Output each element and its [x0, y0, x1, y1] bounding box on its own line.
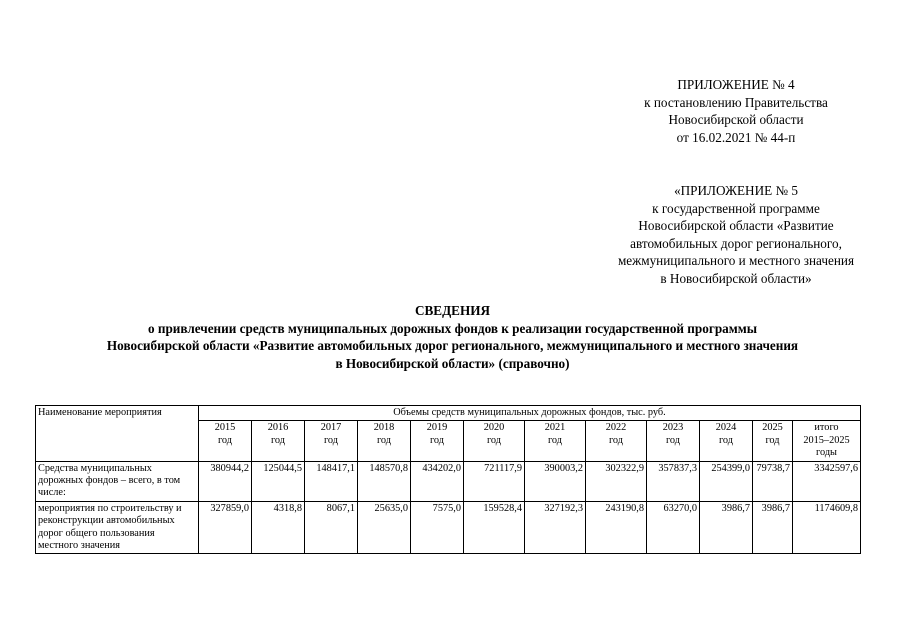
total-header-cell: итого 2015–2025 годы: [793, 421, 861, 461]
row-name-cell: Средства муниципальных дорожных фондов – всего, в том числе:: [36, 461, 199, 501]
row-name-cell: мероприятия по строительству и реконструкции автомобильных дорог общего пользования местного значения: [36, 501, 199, 554]
year-header-cell: 2017 год: [305, 421, 358, 461]
year-header-cell: 2018 год: [358, 421, 411, 461]
value-cell: 3986,7: [753, 501, 793, 554]
value-cell: 243190,8: [586, 501, 647, 554]
year-header-cell: 2024 год: [700, 421, 753, 461]
year-header-cell: 2022 год: [586, 421, 647, 461]
value-cell: 254399,0: [700, 461, 753, 501]
value-cell: 721117,9: [464, 461, 525, 501]
value-cell: 159528,4: [464, 501, 525, 554]
value-cell: 327859,0: [199, 501, 252, 554]
year-header-cell: 2015 год: [199, 421, 252, 461]
value-cell: 63270,0: [647, 501, 700, 554]
total-value-cell: 3342597,6: [793, 461, 861, 501]
header-group-cell: Объемы средств муниципальных дорожных фондов, тыс. руб.: [199, 406, 861, 421]
appendix-5-line: к государственной программе: [652, 200, 820, 216]
value-cell: 25635,0: [358, 501, 411, 554]
funds-table: [35, 405, 861, 554]
value-cell: 8067,1: [305, 501, 358, 554]
document-title: [40, 302, 865, 372]
title-line: в Новосибирской области» (справочно): [335, 355, 570, 371]
appendix-4-line: от 16.02.2021 № 44-п: [676, 129, 796, 145]
value-cell: 302322,9: [586, 461, 647, 501]
appendix-5-line: автомобильных дорог регионального,: [630, 235, 842, 251]
appendix-5-line: межмуниципального и местного значения: [617, 253, 855, 269]
appendix-5-line: «ПРИЛОЖЕНИЕ № 5: [674, 183, 798, 198]
value-cell: 4318,8: [252, 501, 305, 554]
title-line: о привлечении средств муниципальных дорожных фондов к реализации государственной программы: [147, 320, 758, 336]
table-header-row: [36, 406, 861, 421]
value-cell: 3986,7: [700, 501, 753, 554]
table-row: [36, 461, 861, 501]
appendix-4-block: [598, 76, 874, 146]
value-cell: 434202,0: [411, 461, 464, 501]
value-cell: 148417,1: [305, 461, 358, 501]
value-cell: 148570,8: [358, 461, 411, 501]
appendix-4-line: ПРИЛОЖЕНИЕ № 4: [677, 77, 795, 92]
value-cell: 327192,3: [525, 501, 586, 554]
total-value-cell: 1174609,8: [793, 501, 861, 554]
value-cell: 357837,3: [647, 461, 700, 501]
year-header-cell: 2016 год: [252, 421, 305, 461]
title-heading: СВЕДЕНИЯ: [414, 303, 491, 318]
value-cell: 79738,7: [753, 461, 793, 501]
appendix-4-line: Новосибирской области: [668, 112, 804, 128]
value-cell: 7575,0: [411, 501, 464, 554]
value-cell: 390003,2: [525, 461, 586, 501]
table-row: [36, 501, 861, 554]
title-line: Новосибирской области «Развитие автомобильных дорог регионального, межмуниципального и местного значения: [106, 338, 799, 354]
year-header-cell: 2020 год: [464, 421, 525, 461]
appendix-5-line: в Новосибирской области»: [660, 270, 812, 286]
appendix-5-block: [572, 182, 900, 288]
header-name-cell: Наименование мероприятия: [36, 406, 199, 462]
appendix-4-line: к постановлению Правительства: [644, 94, 828, 110]
year-header-cell: 2021 год: [525, 421, 586, 461]
value-cell: 380944,2: [199, 461, 252, 501]
appendix-5-line: Новосибирской области «Развитие: [638, 218, 834, 234]
value-cell: 125044,5: [252, 461, 305, 501]
year-header-cell: 2025 год: [753, 421, 793, 461]
year-header-cell: 2023 год: [647, 421, 700, 461]
year-header-cell: 2019 год: [411, 421, 464, 461]
